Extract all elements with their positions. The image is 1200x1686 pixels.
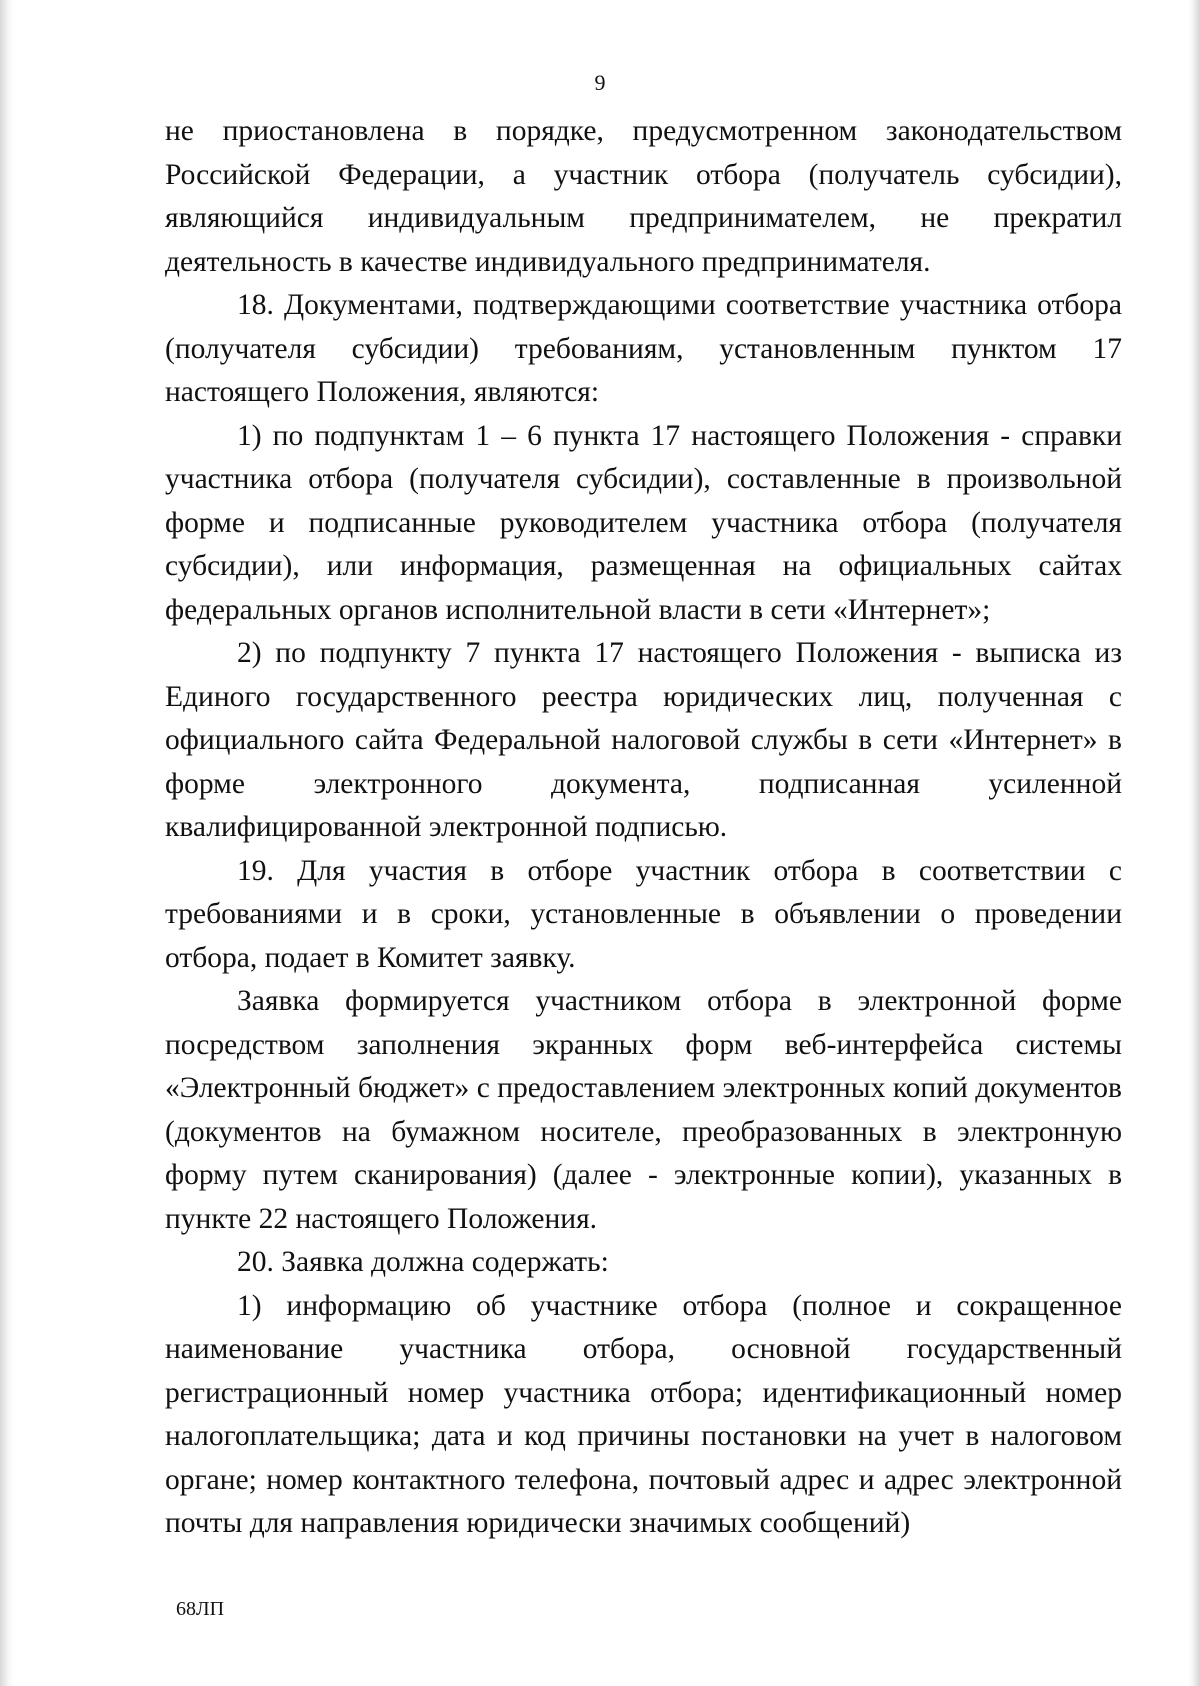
paragraph-clause-20: 20. Заявка должна содержать: xyxy=(237,1246,609,1278)
paragraph-clause-20-item-1: 1) информацию об участнике отбора (полное и сокращенное наименование участника отбора, основной государственный регистрационный номер участника отбора; идентификационный номер налогоплательщика; дата и код причины постановки на учет в налоговом органе; номер контактного телефона, почтовый адрес и адрес электронной почты для направления юридически значимых сообщений) xyxy=(165,1289,1122,1539)
paragraph-continuation: не приостановлена в порядке, предусмотренном законодательством Российской Федерации, а участник отбора (получатель субсидии), являющийся индивидуальным предпринимателем, не прекратил деятельность в качестве индивидуального предпринимателя. xyxy=(165,115,1122,278)
scan-edge-left xyxy=(0,0,14,1686)
paragraph-application-form: Заявка формируется участником отбора в электронной форме посредством заполнения экранных форм веб-интерфейса системы «Электронный бюджет» с предоставлением электронных копий документов (документов на бумажном носителе, преобразованных в электронную форму путем сканирования) (далее - электронные копии), указанных в пункте 22 настоящего Положения. xyxy=(165,985,1122,1235)
paragraph-clause-18-item-2: 2) по подпункту 7 пункта 17 настоящего Положения - выписка из Единого государственного реестра юридических лиц, полученная с официального сайта Федеральной налоговой службы в сети «Интернет» в форме электронного документа, подписанная усиленной квалифицированной электронной подписью. xyxy=(165,637,1122,843)
document-body xyxy=(165,110,1122,1546)
page-number: 9 xyxy=(594,70,606,95)
paragraph-clause-18-item-1: 1) по подпунктам 1 – 6 пункта 17 настоящего Положения - справки участника отбора (получателя субсидии), составленные в произвольной форме и подписанные руководителем участника отбора (получателя субсидии), или информация, размещенная на официальных сайтах федеральных органов исполнительной власти в сети «Интернет»; xyxy=(165,419,1122,626)
scan-edge-right xyxy=(1188,0,1200,1686)
footer-document-code: 68ЛП xyxy=(176,1598,225,1620)
paragraph-clause-19: 19. Для участия в отборе участник отбора в соответствии с требованиями и в сроки, установленные в объявлении о проведении отбора, подает в Комитет заявку. xyxy=(165,854,1122,974)
paragraph-clause-18: 18. Документами, подтверждающими соответствие участника отбора (получателя субсидии) требованиям, установленным пунктом 17 настоящего Положения, являются: xyxy=(165,289,1122,408)
